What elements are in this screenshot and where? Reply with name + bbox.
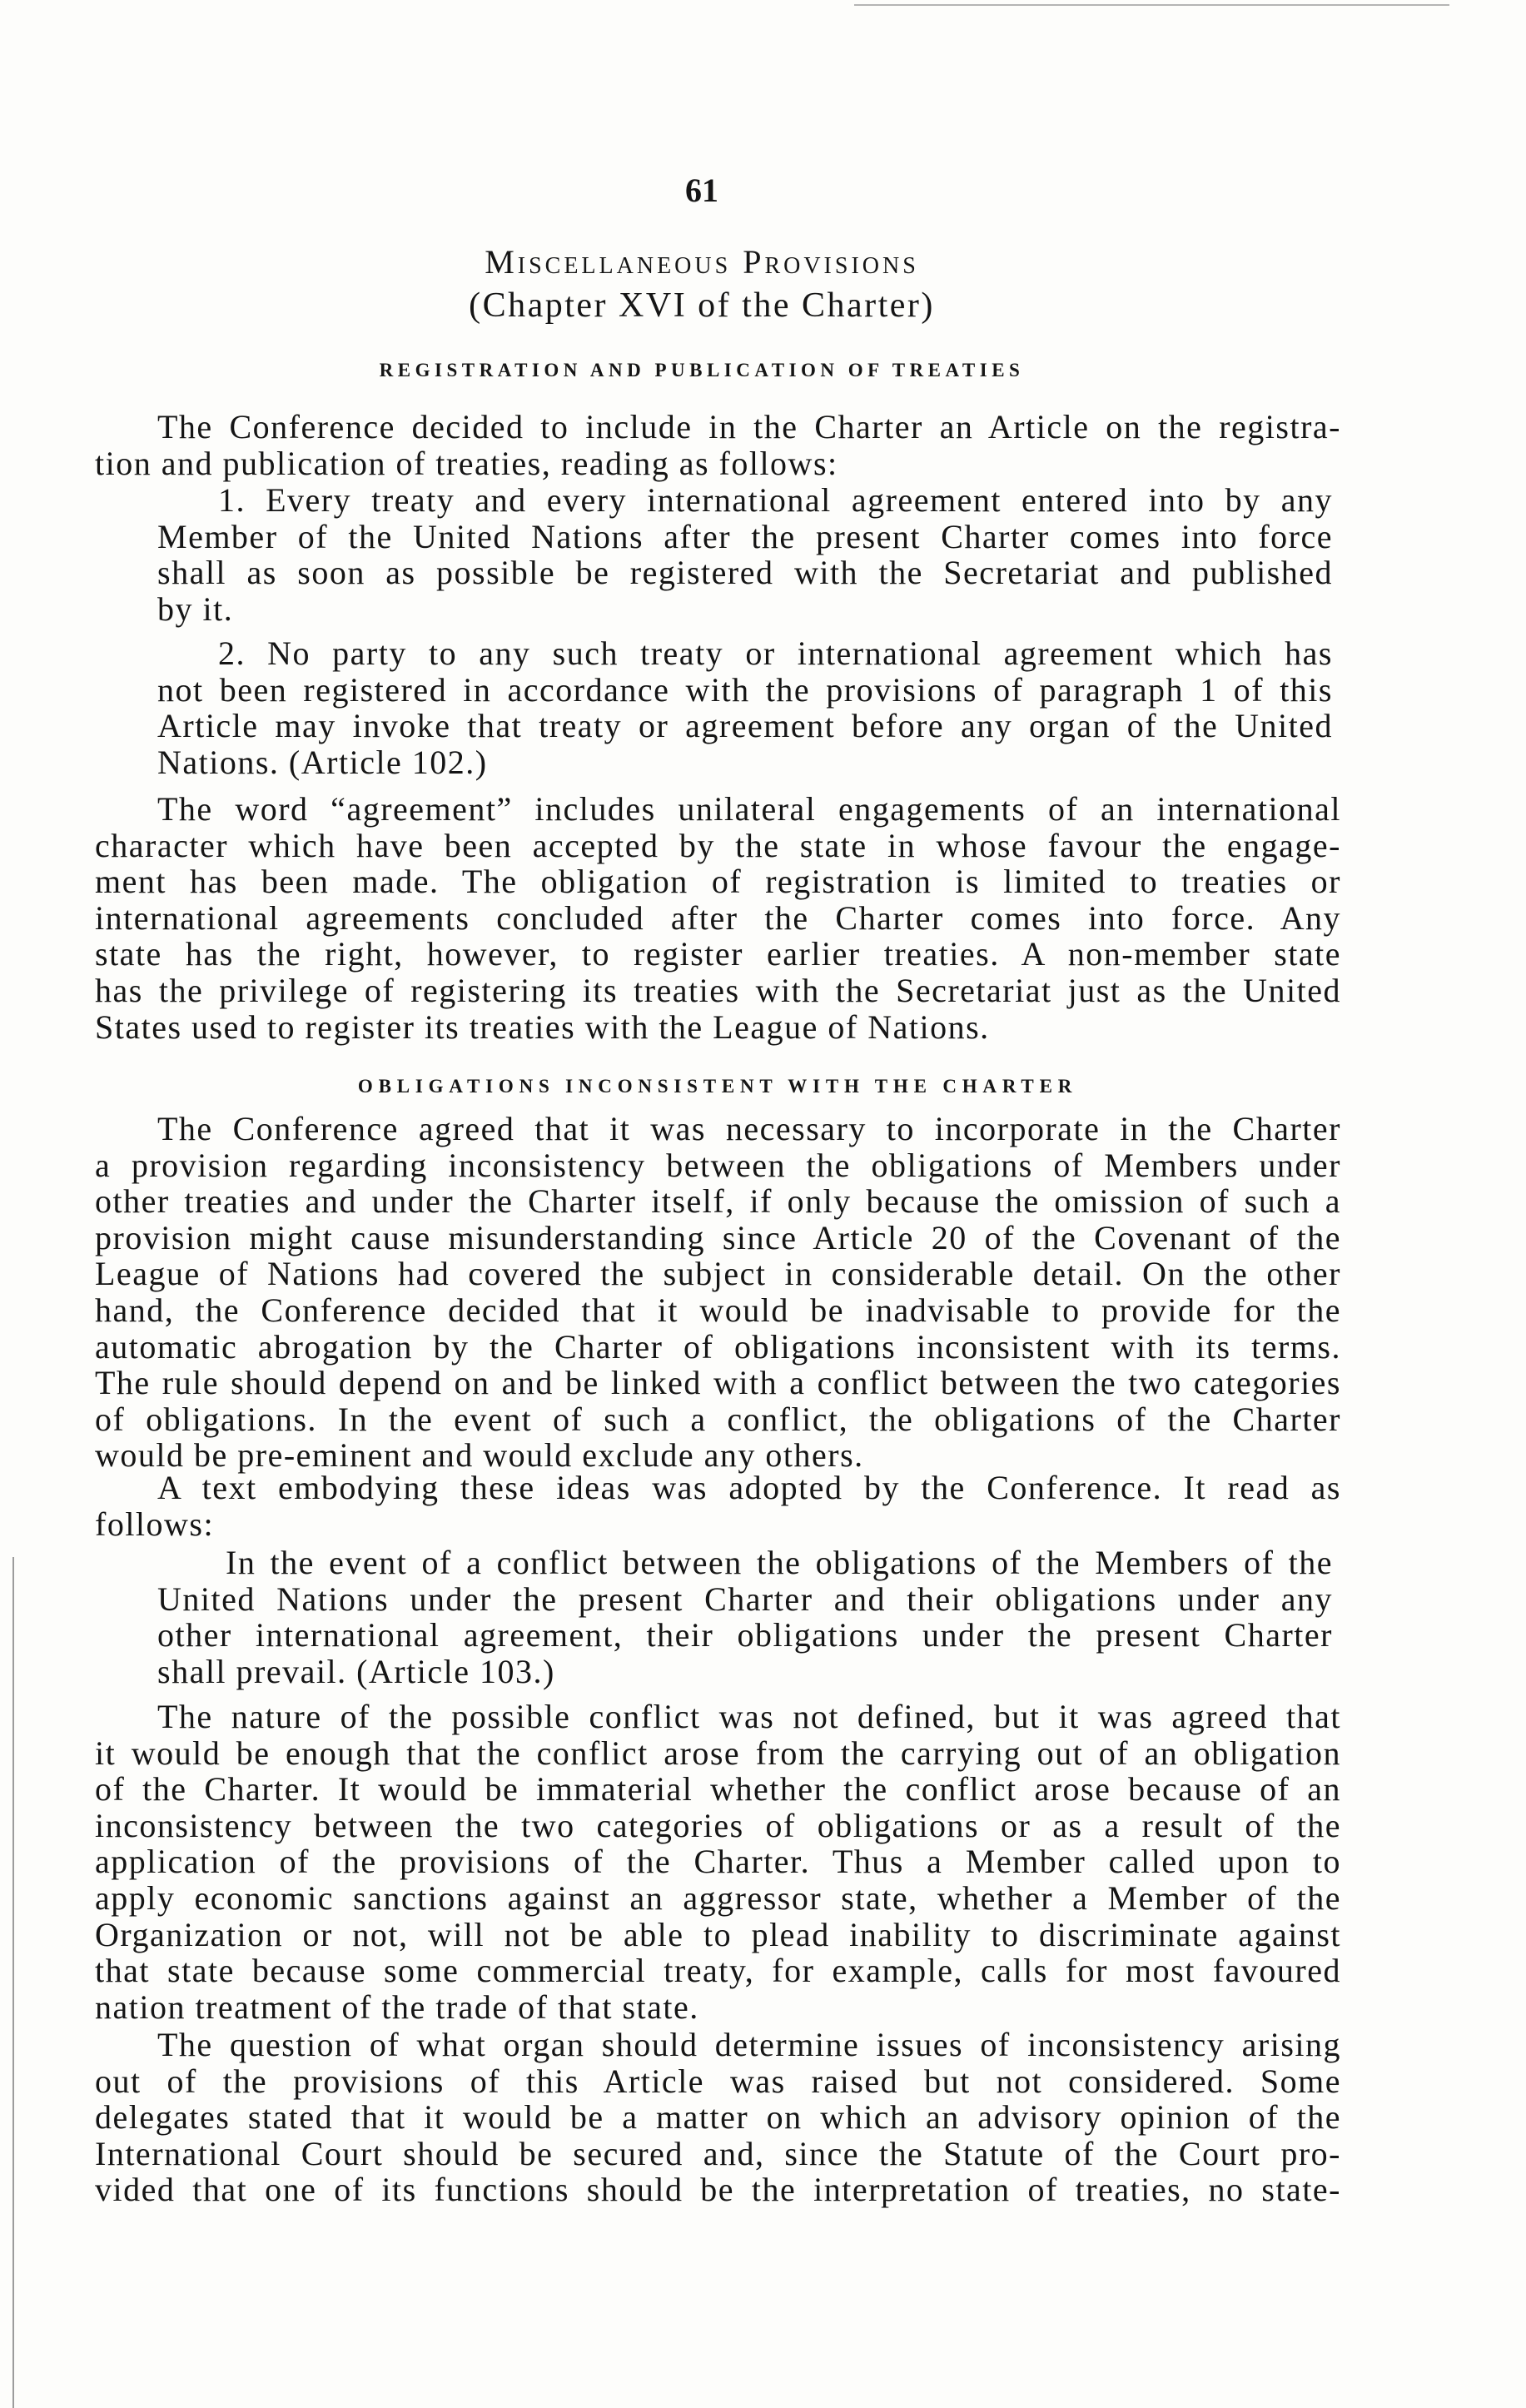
text-line: a provision regarding inconsistency between the obligations of Members under [95, 1146, 1341, 1184]
paragraph-nature-of-conflict [95, 1699, 1341, 2025]
section-heading-obligations: OBLIGATIONS INCONSISTENT WITH THE CHARTER [357, 1076, 1078, 1097]
text-line: apply economic sanctions against an aggressor state, whether a Member of the [95, 1878, 1341, 1917]
text-line: The question of what organ should determine issues of inconsistency arising [157, 2026, 1341, 2063]
text-line: of obligations. In the event of such a conflict, the obligations of the Charter [95, 1400, 1341, 1438]
text-line: other treaties and under the Charter itself, if only because the omission of such a [95, 1182, 1341, 1221]
text-line: hand, the Conference decided that it would be inadvisable to provide for the [95, 1291, 1341, 1329]
text-line: application of the provisions of the Charter. Thus a Member called upon to [95, 1843, 1341, 1881]
text-line: The word “agreement” includes unilateral engagements of an international [157, 790, 1341, 828]
text-line: vided that one of its functions should be the interpretation of treaties, no state- [95, 2171, 1341, 2209]
text-line: Organization or not, will not be able to plead inability to discriminate against [95, 1915, 1341, 1953]
text-line: States used to register its treaties with the League of Nations. [95, 1007, 990, 1046]
text-line: shall as soon as possible be registered with the Secretariat and published [157, 554, 1333, 592]
quoted-article-102-paragraph-2 [157, 635, 1333, 780]
text-line: by it. [157, 590, 234, 628]
text-line: The Conference decided to include in the Charter an Article on the registra- [157, 408, 1341, 445]
text-line: it would be enough that the conflict arose from the carrying out of an obligation [95, 1734, 1341, 1772]
text-line: automatic abrogation by the Charter of obligations inconsistent with its terms. [95, 1327, 1341, 1366]
quoted-article-102-paragraph-1 [157, 482, 1333, 627]
text-line: International Court should be secured and, since the Statute of the Court pro- [95, 2134, 1341, 2172]
text-line: of the Charter. It would be immaterial whether the conflict arose because of an [95, 1770, 1341, 1808]
text-line: state has the right, however, to register earlier treaties. A non-member state [95, 935, 1341, 973]
scan-edge-left [12, 1557, 14, 2408]
chapter-subtitle: (Chapter XVI of the Charter) [469, 286, 935, 325]
chapter-title: Miscellaneous Provisions [485, 243, 919, 281]
text-line: League of Nations had covered the subject in considerable detail. On the other [95, 1255, 1341, 1293]
quoted-article-103 [157, 1545, 1333, 1689]
text-line: nation treatment of the trade of that state. [95, 1988, 699, 2026]
scan-edge-top [854, 4, 1449, 6]
text-line: inconsistency between the two categories of obligations or as a result of the [95, 1806, 1341, 1844]
paragraph-agreement-commentary [95, 791, 1341, 1045]
text-line: The nature of the possible conflict was not defined, but it was agreed that [157, 1698, 1341, 1735]
text-line: that state because some commercial treaty, for example, calls for most favoured [95, 1952, 1341, 1990]
section-heading-registration: REGISTRATION AND PUBLICATION OF TREATIES [379, 360, 1025, 381]
text-line: has the privilege of registering its treaties with the Secretariat just as the United [95, 971, 1341, 1009]
text-line: character which have been accepted by the state in whose favour the engage- [95, 826, 1341, 864]
paragraph-obligations-background [95, 1111, 1341, 1474]
paragraph-text-adoption [95, 1470, 1341, 1542]
paragraph-registration-intro [95, 409, 1341, 481]
paragraph-determining-organ [95, 2027, 1341, 2208]
text-line: The Conference agreed that it was necessary to incorporate in the Charter [157, 1110, 1341, 1147]
page-number: 61 [685, 172, 718, 209]
text-line: United Nations under the present Charter and their obligations under any [157, 1580, 1333, 1618]
text-line: In the event of a conflict between the obligations of the Members of the [226, 1544, 1333, 1581]
text-line: tion and publication of treaties, reading as follows: [95, 444, 838, 482]
text-line: ment has been made. The obligation of registration is limited to treaties or [95, 863, 1341, 901]
text-line: out of the provisions of this Article was raised but not considered. Some [95, 2062, 1341, 2100]
text-line: Nations. (Article 102.) [157, 743, 488, 781]
text-line: Article may invoke that treaty or agreement before any organ of the United [157, 707, 1333, 745]
text-line: Member of the United Nations after the present Charter comes into force [157, 517, 1333, 555]
text-line: 1. Every treaty and every international agreement entered into by any [218, 481, 1333, 519]
text-line: not been registered in accordance with the provisions of paragraph 1 of this [157, 670, 1333, 709]
text-line: international agreements concluded after the Charter comes into force. Any [95, 898, 1341, 937]
text-line: other international agreement, their obligations under the present Charter [157, 1616, 1333, 1654]
text-line: shall prevail. (Article 103.) [157, 1652, 555, 1690]
text-line: would be pre-eminent and would exclude any others. [95, 1436, 864, 1475]
text-line: provision might cause misunderstanding since Article 20 of the Covenant of the [95, 1218, 1341, 1256]
text-line: The rule should depend on and be linked with a conflict between the two categories [95, 1364, 1341, 1402]
text-line: delegates stated that it would be a matter on which an advisory opinion of the [95, 2098, 1341, 2137]
text-line: 2. No party to any such treaty or international agreement which has [218, 634, 1333, 672]
text-line: follows: [95, 1505, 215, 1543]
text-line: A text embodying these ideas was adopted by the Conference. It read as [157, 1469, 1341, 1506]
